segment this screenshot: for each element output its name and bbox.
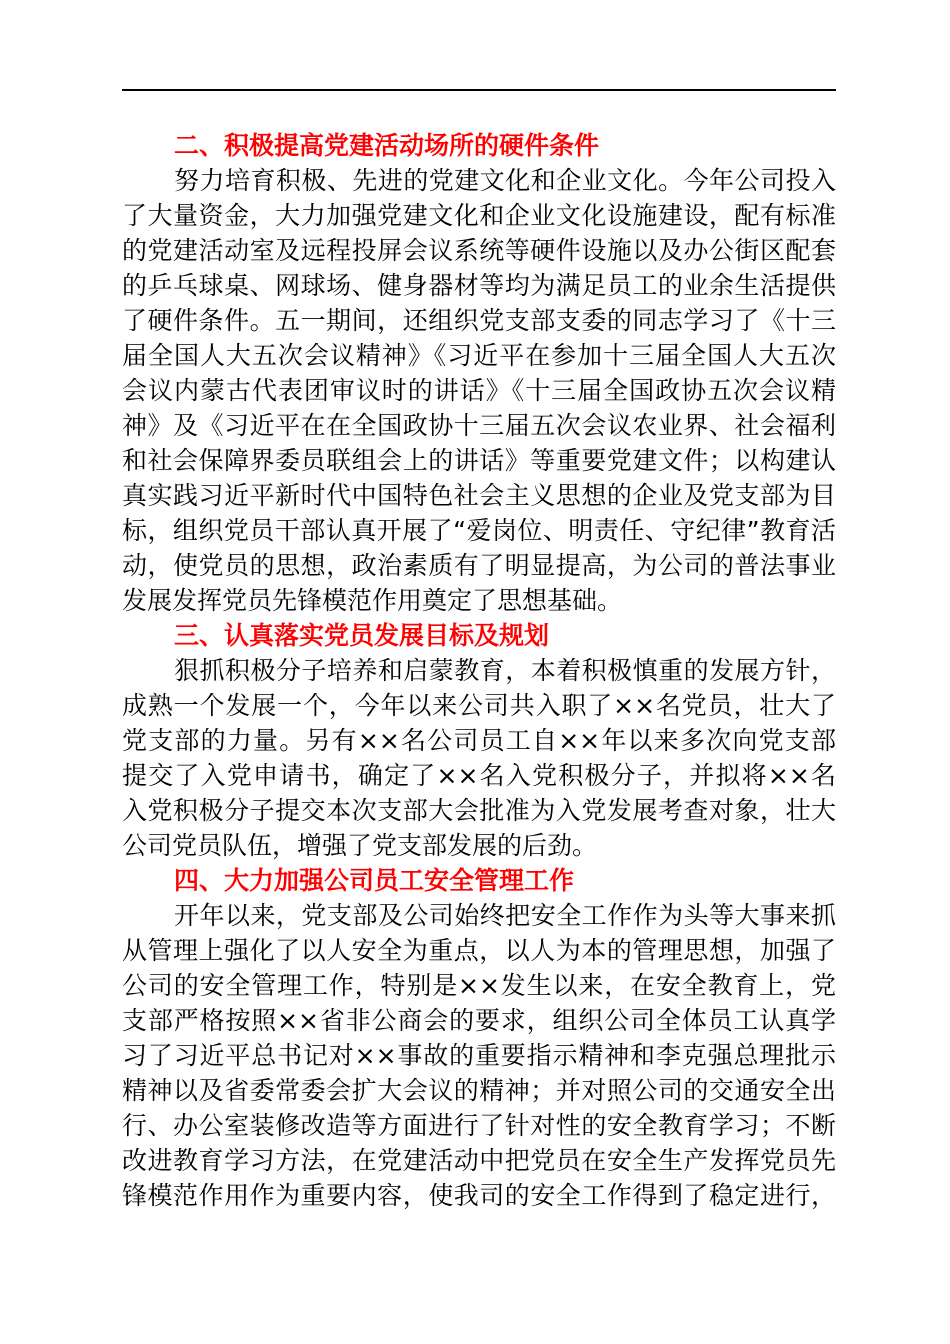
section-heading-2: 二、积极提高党建活动场所的硬件条件 (174, 131, 600, 160)
paragraph-line: 从管理上强化了以人安全为重点，以人为本的管理思想，加强了 (122, 936, 836, 965)
paragraph-line: 会议内蒙古代表团审议时的讲话》《十三届全国政协五次会议精 (122, 376, 836, 405)
paragraph-line: 成熟一个发展一个，今年以来公司共入职了××名党员，壮大了 (122, 691, 836, 720)
paragraph-line: 改进教育学习方法，在党建活动中把党员在安全生产发挥党员先 (122, 1146, 836, 1175)
paragraph-line: 支部严格按照××省非公商会的要求，组织公司全体员工认真学 (122, 1006, 836, 1035)
paragraph-line: 习了习近平总书记对××事故的重要指示精神和李克强总理批示 (122, 1041, 836, 1070)
paragraph-line: 公司党员队伍，增强了党支部发展的后劲。 (122, 831, 598, 860)
paragraph-line: 开年以来，党支部及公司始终把安全工作作为头等大事来抓 (174, 901, 836, 930)
paragraph-line: 锋模范作用作为重要内容，使我司的安全工作得到了稳定进行， (122, 1181, 836, 1210)
paragraph-line: 努力培育积极、先进的党建文化和企业文化。今年公司投入 (174, 166, 836, 195)
paragraph-line: 提交了入党申请书，确定了××名入党积极分子，并拟将××名 (122, 761, 836, 790)
paragraph-line: 的党建活动室及远程投屏会议系统等硬件设施以及办公街区配套 (122, 236, 836, 265)
paragraph-line: 入党积极分子提交本次支部大会批准为入党发展考查对象，壮大 (122, 796, 836, 825)
section-heading-3: 三、认真落实党员发展目标及规划 (174, 621, 550, 650)
section-paragraph-4 (122, 898, 836, 1213)
paragraph-line: 届全国人大五次会议精神》《习近平在参加十三届全国人大五次 (122, 341, 836, 370)
paragraph-line: 党支部的力量。另有××名公司员工自××年以来多次向党支部 (122, 726, 836, 755)
header-rule (122, 89, 836, 91)
paragraph-line: 精神以及省委常委会扩大会议的精神；并对照公司的交通安全出 (122, 1076, 836, 1105)
paragraph-line: 狠抓积极分子培养和启蒙教育，本着积极慎重的发展方针， (174, 656, 836, 685)
paragraph-line: 了大量资金，大力加强党建文化和企业文化设施建设，配有标准 (122, 201, 836, 230)
paragraph-line: 标，组织党员干部认真开展了“爱岗位、明责任、守纪律”教育活 (122, 516, 836, 545)
section-paragraph-2 (122, 163, 836, 618)
paragraph-line: 真实践习近平新时代中国特色社会主义思想的企业及党支部为目 (122, 481, 836, 510)
paragraph-line: 和社会保障界委员联组会上的讲话》等重要党建文件；以构建认 (122, 446, 836, 475)
paragraph-line: 行、办公室装修改造等方面进行了针对性的安全教育学习；不断 (122, 1111, 836, 1140)
paragraph-line: 发展发挥党员先锋模范作用奠定了思想基础。 (122, 586, 623, 615)
paragraph-line: 神》及《习近平在在全国政协十三届五次会议农业界、社会福利 (122, 411, 836, 440)
paragraph-line: 动，使党员的思想，政治素质有了明显提高，为公司的普法事业 (122, 551, 836, 580)
paragraph-line: 公司的安全管理工作，特别是××发生以来，在安全教育上，党 (122, 971, 836, 1000)
paragraph-line: 的乒乓球桌、网球场、健身器材等均为满足员工的业余生活提供 (122, 271, 836, 300)
section-paragraph-3 (122, 653, 836, 863)
document-body (122, 128, 836, 1213)
paragraph-line: 了硬件条件。五一期间，还组织党支部支委的同志学习了《十三 (122, 306, 836, 335)
section-heading-4: 四、大力加强公司员工安全管理工作 (174, 866, 575, 895)
